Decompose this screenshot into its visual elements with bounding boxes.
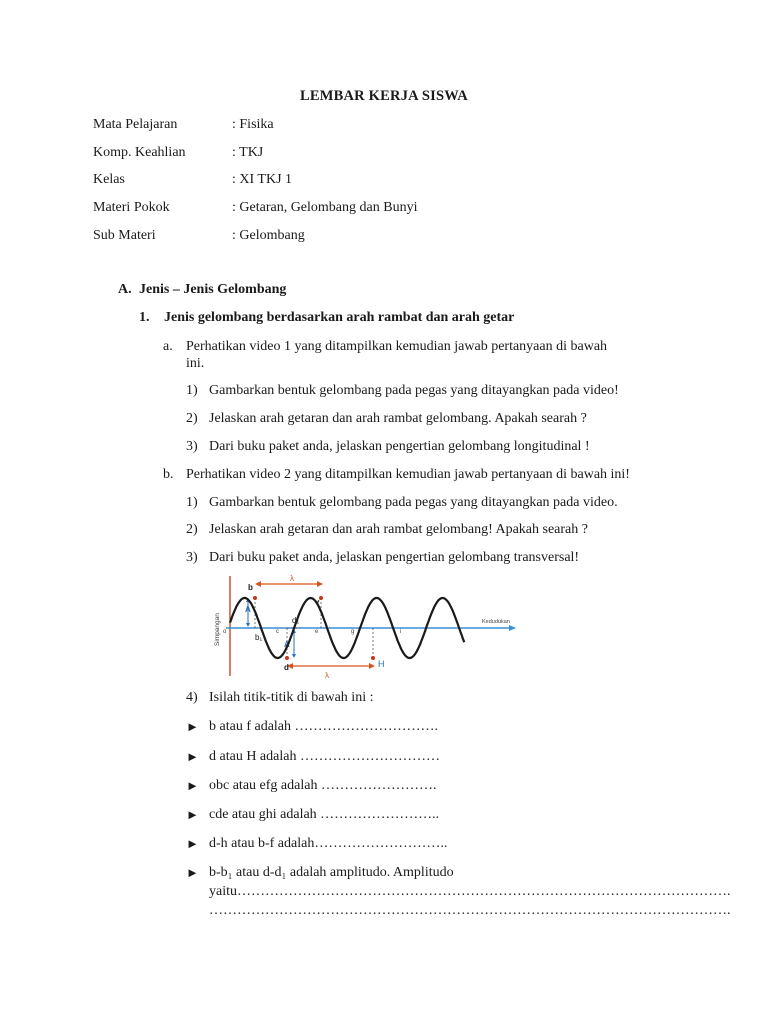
part-a-item-number: 3) — [186, 439, 198, 454]
wavelength-arrowhead — [317, 581, 323, 587]
point-d-marker — [285, 656, 289, 660]
part-a-marker: a. — [163, 339, 173, 354]
point-b-marker — [253, 596, 257, 600]
point-label-d1: d₁ — [292, 616, 300, 625]
part-b-item-number: 2) — [186, 522, 198, 537]
amplitude-answer-line: …………………………………………………………………………………………………. — [209, 903, 731, 918]
section-title: Jenis – Jenis Gelombang — [139, 282, 287, 297]
info-label-subtopic: Sub Materi — [93, 228, 156, 243]
info-label-competency: Komp. Keahlian — [93, 145, 186, 160]
subsection-marker: 1. — [139, 310, 150, 325]
point-label-b: b — [248, 583, 253, 592]
x-axis-label: Kedudukan — [482, 619, 510, 625]
point-label-d: d — [284, 663, 289, 672]
amplitude-label-top: A — [245, 605, 251, 614]
part-b-item-text: Jelaskan arah getaran dan arah rambat gelombang! Apakah searah ? — [209, 522, 588, 537]
part-a-instruction-cont: ini. — [186, 356, 205, 371]
part-b-marker: b. — [163, 467, 174, 482]
point-label-c: c — [276, 629, 279, 635]
fill-item: cde atau ghi adalah …………………….. — [209, 807, 440, 822]
point-label-g: g — [351, 629, 355, 635]
info-label-class: Kelas — [93, 172, 125, 187]
part-b-item-number: 1) — [186, 495, 198, 510]
fill-item: d atau H adalah ………………………… — [209, 749, 440, 764]
wavelength-label-top: λ — [290, 574, 294, 583]
info-value-subtopic: : Gelombang — [232, 228, 305, 243]
fill-item: d-h atau b-f adalah……………………….. — [209, 836, 448, 851]
arrow-bullet: ► — [186, 749, 199, 764]
fill-item: b atau f adalah …………………………. — [209, 719, 439, 734]
arrow-bullet: ► — [186, 836, 199, 851]
item4-number: 4) — [186, 690, 198, 705]
part-b-item-text: Dari buku paket anda, jelaskan pengertian gelombang transversal! — [209, 550, 580, 565]
wavelength-arrowhead — [369, 663, 375, 669]
part-a-item-text: Jelaskan arah getaran dan arah rambat gelombang. Apakah searah ? — [209, 411, 587, 426]
item4-text: Isilah titik-titik di bawah ini : — [209, 690, 374, 705]
info-value-competency: : TKJ — [232, 145, 264, 160]
amplitude-question: b-b₁ atau d-d₁ adalah amplitudo. Amplitudo — [209, 865, 454, 880]
point-label-e: e — [315, 629, 319, 635]
y-axis-label: Simpangan — [214, 613, 221, 646]
arrow-bullet: ► — [186, 807, 199, 822]
info-label-subject: Mata Pelajaran — [93, 117, 178, 132]
part-b-item-number: 3) — [186, 550, 198, 565]
arrow-bullet: ► — [186, 778, 199, 793]
info-label-topic: Materi Pokok — [93, 200, 170, 215]
transverse-wave-diagram — [204, 570, 520, 680]
amplitude-arrowhead — [246, 623, 250, 627]
wavelength-arrowhead — [255, 581, 261, 587]
point-label-h: H — [378, 659, 385, 669]
fill-item: obc atau efg adalah ……………………. — [209, 778, 437, 793]
info-value-class: : XI TKJ 1 — [232, 172, 293, 187]
info-value-subject: : Fisika — [232, 117, 274, 132]
page-title: LEMBAR KERJA SISWA — [300, 88, 468, 104]
section-marker: A. — [118, 282, 132, 297]
subsection-title: Jenis gelombang berdasarkan arah rambat dan arah getar — [164, 310, 515, 325]
info-value-topic: : Getaran, Gelombang dan Bunyi — [232, 200, 418, 215]
wavelength-label-bottom: λ — [325, 671, 329, 680]
amplitude-label-bottom: A — [284, 640, 290, 649]
x-axis-arrowhead — [509, 625, 516, 631]
amplitude-answer-line: yaitu……………………………………………………………………………………………. — [209, 884, 731, 899]
part-a-item-number: 2) — [186, 411, 198, 426]
point-h-marker — [371, 656, 375, 660]
part-b-item-text: Gambarkan bentuk gelombang pada pegas yang ditayangkan pada video. — [209, 495, 618, 510]
part-a-instruction: Perhatikan video 1 yang ditampilkan kemudian jawab pertanyaan di bawah — [186, 339, 608, 354]
point-label-b1: b₁ — [255, 633, 263, 642]
point-label-o: o — [223, 629, 227, 635]
point-f-marker — [319, 596, 323, 600]
amplitude-arrowhead — [292, 654, 296, 658]
point-label-f: f — [317, 599, 320, 608]
point-label-i: i — [400, 629, 402, 635]
part-b-instruction: Perhatikan video 2 yang ditampilkan kemudian jawab pertanyaan di bawah ini! — [186, 467, 630, 482]
arrow-bullet: ► — [186, 865, 199, 880]
part-a-item-number: 1) — [186, 383, 198, 398]
part-a-item-text: Gambarkan bentuk gelombang pada pegas yang ditayangkan pada video! — [209, 383, 619, 398]
arrow-bullet: ► — [186, 719, 199, 734]
part-a-item-text: Dari buku paket anda, jelaskan pengertian gelombang longitudinal ! — [209, 439, 590, 454]
